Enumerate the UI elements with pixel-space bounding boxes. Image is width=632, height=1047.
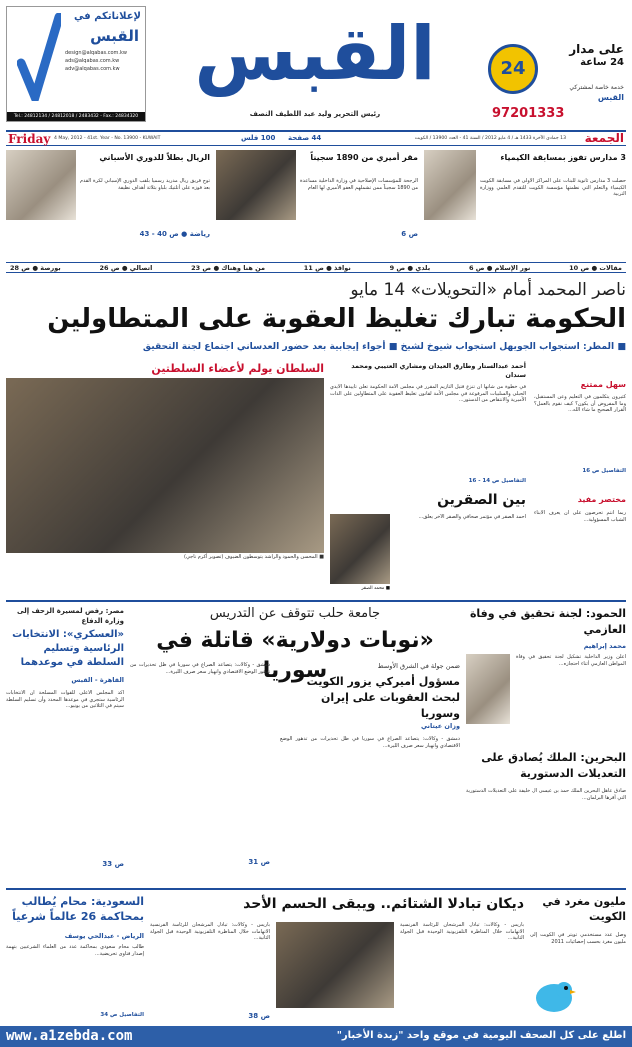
- price: 100 فلس: [241, 134, 276, 142]
- syria-author: وزان عيتاني: [420, 722, 460, 730]
- syria-sub-kicker: ضمن جولة في الشرق الأوسط: [377, 662, 460, 670]
- main-photo: [6, 378, 324, 553]
- main-photo-title: السلطان يولم لأعضاء السلطتين: [151, 362, 324, 375]
- service-hours: 24 ساعة: [580, 57, 624, 68]
- nav-articles[interactable]: مقالات ● ص 10: [569, 263, 622, 272]
- page-count: 44 صفحة: [288, 134, 322, 142]
- column-text-1: كثيرون يتكلمون في التعليم وعن المستقبل، وما المفروض أن يكون؟ كيف نقوم بالعمل؟ القرار الصحيح ما شاء الله...: [534, 394, 626, 413]
- nav-windows[interactable]: نواقذ ● ص 11: [303, 263, 351, 272]
- main-body: في خطوة من شأنها أن تنزع فتيل التأزيم المقرر في مجلس الأمة الحكومة تعلن تأييدها الأيدي الحبلى والسلبيات المرفوعة في مجلس الأمة لقانون تغليظ العقوبة على المتطاولين على الذات الأميرية والانتقاص من الدستور...: [330, 384, 526, 403]
- bottom-divider: [6, 888, 626, 890]
- between-text: أحمد الصقر في مؤتمر صحافي والصقر الآخر يعلق...: [418, 514, 526, 520]
- real-madrid-title: الريال بطلاً للدوري الأسباني: [99, 153, 210, 162]
- egypt-page[interactable]: ص 33: [102, 860, 124, 868]
- ads-email-2: ads@alqabas.com.kw: [65, 58, 120, 64]
- editor-in-chief: رئيس التحرير وليد عبد اللطيف النصف: [249, 110, 381, 118]
- chemistry-text: حصلت 3 مدارس ثانوية للبنات على المراكز الأولى في مسابقة الكويت الكيمياء والتعلم التي نظمتها مؤسسة الكويت للتقدم العلمي ووزارة التربية: [480, 178, 626, 197]
- prisoners-page[interactable]: ص 6: [401, 230, 418, 238]
- main-subhead: ■ المطر: استجواب الجويهل استجواب شيوخ لشيخ ■ أجواء إيجابية بعد حضور العدساني اجتماع لجنة التحقيق: [142, 341, 626, 352]
- saudi-story: [6, 894, 144, 1024]
- service-brand: القبس: [597, 93, 624, 102]
- saudi-loc: الرياض - عبدالحي يوسف: [64, 932, 144, 940]
- footer-slogan: اطلع على كل الصحف اليومية في موقع واحد "زبدة الأخبار": [336, 1030, 626, 1041]
- france-photo: [276, 922, 394, 1008]
- column-page-1[interactable]: التفاصيل ص 16: [582, 468, 626, 474]
- syria-kicker: جامعة حلب تتوقف عن التدريس: [209, 606, 381, 621]
- main-photo-credit: ■ المحسن والحمود والراشد يتوسطون الضيوف (تصوير أكرم ناجي): [184, 554, 324, 560]
- checkmark-icon: [17, 13, 61, 101]
- france-text-1: باريس - وكالات: تبادل المرشحان للرئاسة الفرنسية الاتهامات خلال المناظرة التلفزيونية الوحيدة قبل الجولة الثانية...: [400, 922, 524, 941]
- ads-promo-title: لإعلاناتكم في: [74, 11, 141, 22]
- main-headline[interactable]: الحكومة تبارك تغليظ العقوبة على المتطاولين: [47, 304, 626, 334]
- nav-islam[interactable]: نور الإسلام ● ص 6: [468, 263, 531, 272]
- twitter-title[interactable]: مليون مغرد في الكويت: [542, 895, 626, 923]
- ads-promo-lines: [65, 49, 143, 73]
- top-story-real-madrid[interactable]: [6, 150, 210, 260]
- service-text: خدمة خاصة لمشتركي: [569, 84, 624, 91]
- saudi-text: طالب محام سعودي بمحاكمة عدد من العلماء الشرعيين بتهمة إصدار فتاوى تحريضية...: [6, 944, 144, 957]
- newspaper-logo: القبس: [194, 11, 436, 97]
- egypt-loc: القاهرة - القبس: [71, 676, 124, 684]
- france-page[interactable]: ص 38: [248, 1012, 270, 1020]
- ads-email-3: adv@alqabas.com.kw: [65, 66, 120, 72]
- top-story-prisoners[interactable]: [216, 150, 418, 260]
- main-bylines: أحمد عبدالستار وطارق العيدان ومشاري العتيبي ومحمد سندان: [351, 362, 526, 379]
- date-bar: [6, 130, 626, 146]
- masthead: [0, 0, 632, 132]
- between-caption: ■ محمد الصقر: [361, 586, 390, 591]
- ads-phone-strip: Tel.: 24812134 / 24812018 / 2483432 - Fax.: 24834320: [7, 112, 145, 121]
- between-story: [330, 492, 526, 592]
- ads-email-1: design@alqabas.com.kw: [65, 50, 127, 56]
- hamoud-author: محمد إبراهيم: [583, 642, 626, 650]
- real-madrid-photo: [6, 150, 76, 220]
- bahrain-story: [466, 750, 626, 880]
- column-text-2: ربما أنتم تحرصون على أن يعرف الأبناء الشباب المسؤولية...: [534, 510, 626, 523]
- between-photo: [330, 514, 390, 584]
- footer-site[interactable]: www.a1zebda.com: [6, 1028, 133, 1044]
- clock-24-icon: 24: [488, 44, 538, 94]
- real-madrid-text: توج فريق ريال مدريد رسمياً بلقب الدوري الإسباني لكرة القدم بعد فوزه على أتلتيك بلباو بثلاثة أهداف نظيفة: [80, 178, 210, 191]
- france-story: [150, 894, 524, 1024]
- section-divider: [6, 600, 626, 602]
- main-page-ref[interactable]: التفاصيل ص 14 - 16: [468, 478, 526, 484]
- syria-headline[interactable]: «نوبات دولارية» قاتلة في سوريا: [156, 628, 434, 683]
- column-title-1: سهل ممتنع: [580, 380, 626, 389]
- egypt-story: [6, 606, 124, 886]
- syria-sub-headline[interactable]: مسؤول أميركي يزور الكويت لبحث العقوبات على إيران وسوريا: [306, 675, 460, 720]
- prisoners-text: الرجحة للمؤسسات الإصلاحية في وزارة الداخلية مساعدة من 1890 سجيناً ممن تشملهم العفو الأميري لها العام: [300, 178, 418, 191]
- between-title[interactable]: بين الصقرين: [437, 492, 526, 508]
- egypt-text: أكد المجلس الأعلى للقوات المسلحة أن الانتخابات الرئاسية ستجري في موعدها المحدد وأن تسليم السلطة سيتم في الثلاثين من يونيو...: [6, 690, 124, 709]
- sports-page[interactable]: رياضة ● ص 40 - 43: [139, 230, 210, 238]
- main-story: [330, 362, 526, 512]
- prisoners-photo: [216, 150, 296, 220]
- syria-story: [130, 606, 460, 886]
- syria-sub-text: دمشق - وكالات: يتصاعد الصراع في سوريا في ظل تحذيرات من تدهور الوضع الاقتصادي وانهيار سعر صرف الليرة...: [280, 736, 460, 749]
- prisoners-title: مقر أميري من 1890 سجيناً: [310, 153, 418, 162]
- saudi-page[interactable]: التفاصيل ص 34: [100, 1012, 144, 1018]
- chemistry-photo: [424, 150, 476, 220]
- date-ar: 13 جمادى الآخرة 1433 هـ / 4 مايو 2012 / السنة 41 - العدد 13900 / الكويت: [414, 136, 566, 141]
- twitter-bird-icon: [530, 974, 576, 1018]
- nav-municipal[interactable]: بلدي ● ص 9: [389, 263, 431, 272]
- top-story-chemistry[interactable]: [424, 150, 626, 260]
- saudi-title[interactable]: السعودية: محام يُطالب بمحاكمة 26 عالماً شرعياً: [12, 895, 144, 923]
- bahrain-text: صادق عاهل البحرين الملك حمد بن عيسى آل خليفة على التعديلات الدستورية التي أقرها البرلمان...: [466, 788, 626, 801]
- ads-promo-box[interactable]: [6, 6, 146, 122]
- hamoud-photo: [466, 654, 510, 724]
- france-text-2: باريس - وكالات: تبادل المرشحان للرئاسة الفرنسية الاتهامات خلال المناظرة التلفزيونية الوحيدة قبل الجولة الثانية...: [150, 922, 270, 941]
- ads-promo-brand: القبس: [90, 27, 139, 45]
- service-top: على مدار: [569, 42, 624, 56]
- footer-banner[interactable]: [0, 1026, 632, 1047]
- service-phone: 97201333: [492, 106, 565, 121]
- day-en: Friday: [8, 132, 51, 146]
- nav-telecom[interactable]: اتصالي ● ص 26: [99, 263, 153, 272]
- egypt-kicker: مصر: رفض لمسيرة الزحف إلى وزارة الدفاع: [17, 607, 124, 625]
- hamoud-story: [466, 606, 626, 746]
- hamoud-title[interactable]: الحمود: لجنة تحقيق في وفاة العازمي: [469, 607, 626, 636]
- service-promo-box[interactable]: [486, 42, 626, 124]
- day-ar: الجمعة: [584, 131, 624, 145]
- syria-text: دمشق - وكالات: يتصاعد الصراع في سوريا في ظل تحذيرات من تدهور الوضع الاقتصادي وانهيار سعر صرف الليرة...: [130, 662, 270, 675]
- france-title[interactable]: ديكان تبادلا الشتائم.. ويبقى الحسم الأحد: [243, 896, 524, 912]
- twitter-text: وصل عدد مستخدمي تويتر في الكويت إلى مليون مغرد بحسب إحصائيات 2011: [530, 932, 626, 945]
- hamoud-text: أعلن وزير الداخلية تشكيل لجنة تحقيق في وفاة المواطن العازمي أثناء احتجازه...: [516, 654, 626, 667]
- bahrain-title[interactable]: البحرين: الملك يُصادق على التعديلات الدستورية: [481, 751, 626, 780]
- column-title-2: مختصر مفيد: [577, 495, 626, 504]
- main-photo-block: [6, 362, 324, 567]
- main-kicker: ناصر المحمد أمام «التحويلات» 14 مايو: [350, 280, 626, 300]
- nav-stock[interactable]: بورصة ● ص 28: [10, 263, 61, 272]
- nav-here-there[interactable]: من هنا وهناك ● ص 23: [191, 263, 265, 272]
- date-en: 4 May, 2012 - 41st. Year - No. 13900 - KUWAIT: [54, 136, 161, 141]
- egypt-headline[interactable]: «العسكري»: الانتخابات الرئاسية وتسليم السلطة في موعدهما: [12, 629, 124, 668]
- twitter-story: [530, 894, 626, 1024]
- chemistry-title: 3 مدارس تفوز بمسابقة الكيمياء: [500, 153, 626, 162]
- section-nav: [6, 262, 626, 273]
- syria-page[interactable]: ص 31: [248, 858, 270, 866]
